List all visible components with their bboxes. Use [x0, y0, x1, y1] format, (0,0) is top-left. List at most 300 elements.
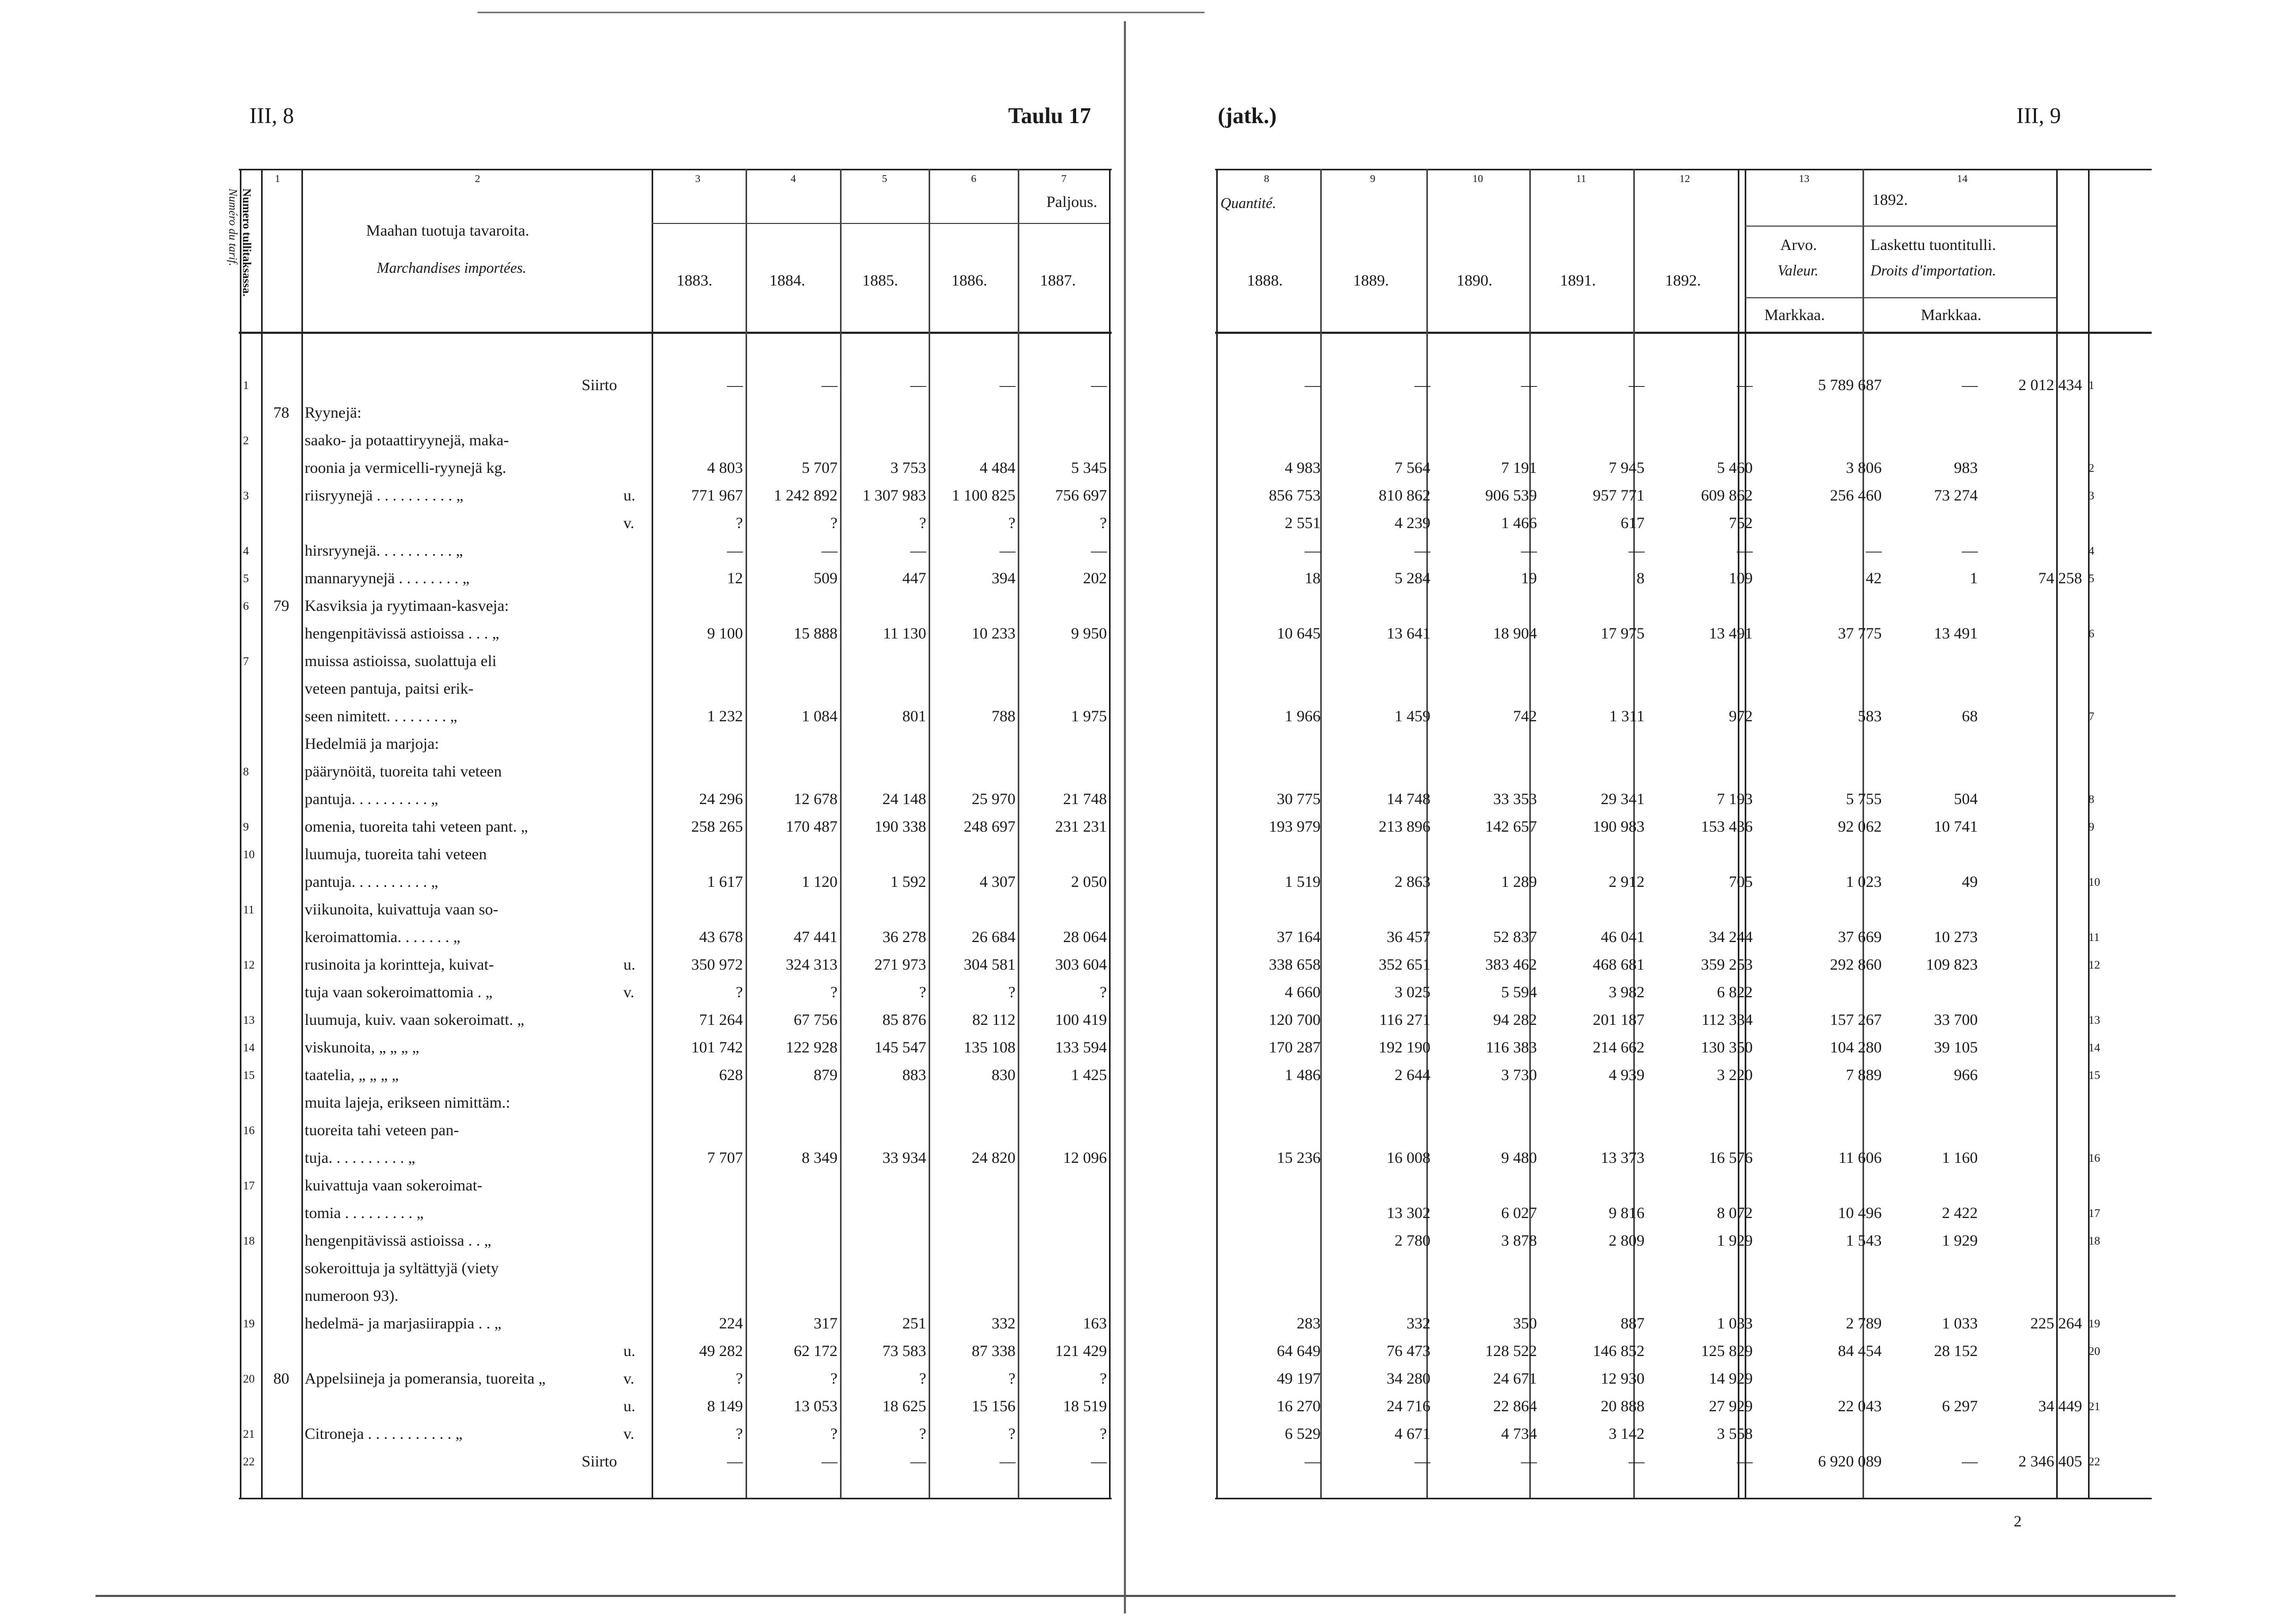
row-number: 2	[243, 434, 249, 447]
table-row	[240, 896, 1110, 923]
quantity-cell: ?	[1099, 983, 1107, 1001]
quantity-cell	[746, 399, 841, 427]
row-number: 8	[2088, 792, 2094, 806]
value-cell	[1763, 730, 1885, 758]
quantity-cell: 36 278	[882, 928, 926, 946]
quantity-cell	[930, 1089, 1019, 1117]
quantity-cell: —	[1521, 376, 1537, 394]
spacer-cell	[1756, 951, 1763, 979]
unit-mark: v.	[623, 1425, 635, 1443]
value-cell: 3 806	[1846, 459, 1882, 477]
quantity-cell	[1434, 675, 1540, 703]
quantity-cell	[1019, 730, 1110, 758]
table-row	[1216, 675, 2118, 703]
arvo-head: Arvo.	[1780, 236, 1817, 254]
quantity-cell: 5 345	[1071, 459, 1107, 477]
quantity-cell: 16 008	[1387, 1149, 1431, 1167]
quantity-cell: 2 809	[1608, 1232, 1645, 1249]
unit-mark	[620, 454, 652, 482]
quantity-cell: 24 820	[972, 1149, 1016, 1167]
duty-total-cell	[1981, 1337, 2085, 1365]
quantity-cell: 76 473	[1387, 1342, 1431, 1360]
table-row	[1216, 1420, 2118, 1448]
value-cell: 7 889	[1846, 1066, 1882, 1084]
row-number: 21	[2088, 1400, 2100, 1413]
unit-mark	[620, 923, 652, 951]
right-page-number: III, 9	[2016, 104, 2061, 128]
quantity-cell: 6 822	[1717, 983, 1753, 1001]
quantity-cell	[652, 896, 746, 923]
goods-description: muita lajeja, erikseen nimittäm.:	[305, 1094, 510, 1111]
duty-cell	[1885, 841, 1981, 868]
quantity-cell: 122 928	[785, 1039, 838, 1056]
left-colnum-6: 6	[971, 173, 976, 185]
right-colnum-13: 13	[1799, 173, 1809, 185]
quantity-cell: 509	[813, 569, 838, 587]
quantity-cell: 24 716	[1387, 1397, 1431, 1415]
quantity-cell	[1648, 1282, 1756, 1310]
quantity-cell: 12 096	[1063, 1149, 1107, 1167]
unit-mark	[620, 1034, 652, 1061]
quantity-cell: 1 466	[1501, 514, 1537, 532]
quantity-cell: 4 307	[980, 873, 1016, 891]
unit-mark	[620, 758, 652, 785]
left-colnum-7: 7	[1061, 173, 1067, 185]
value-cell	[1763, 1255, 1885, 1282]
value-cell	[1763, 399, 1885, 427]
quantity-cell: ?	[735, 1370, 743, 1387]
quantity-cell: 43 678	[699, 928, 743, 946]
droits-head: Droits d'importation.	[1870, 263, 1996, 279]
quantity-cell	[746, 1172, 841, 1199]
quantity-cell: 47 441	[793, 928, 838, 946]
quantity-cell: 14 748	[1387, 790, 1431, 808]
table-row	[240, 510, 1110, 537]
duty-total-cell	[1981, 648, 2085, 675]
quantity-cell: 116 271	[1379, 1011, 1431, 1029]
duty-total-cell	[1981, 1117, 2085, 1144]
quantity-cell: 1 486	[1285, 1066, 1321, 1084]
quantity-cell	[1324, 758, 1434, 785]
table-row	[240, 923, 1110, 951]
row-number: 1	[2088, 378, 2094, 392]
table-row	[1216, 648, 2118, 675]
table-row	[240, 758, 1110, 785]
tariff-number	[261, 1282, 301, 1310]
value-cell: 22 043	[1838, 1397, 1882, 1415]
duty-cell	[1885, 675, 1981, 703]
table-row	[240, 648, 1110, 675]
unit-mark	[620, 1144, 652, 1172]
quantity-cell	[930, 1282, 1019, 1310]
goods-description: Hedelmiä ja marjoja:	[305, 735, 439, 753]
quantity-cell	[1324, 675, 1434, 703]
quantity-cell: 15 156	[972, 1397, 1016, 1415]
quantity-cell	[1216, 1255, 1324, 1282]
table-row	[1216, 923, 2118, 951]
quantity-cell	[841, 675, 929, 703]
spacer-cell	[1756, 813, 1763, 841]
quantity-cell: 3 878	[1501, 1232, 1537, 1249]
spacer-cell	[1756, 1337, 1763, 1365]
table-row	[1216, 372, 2118, 399]
tariff-number	[261, 1034, 301, 1061]
quantity-cell	[841, 1282, 929, 1310]
left-data-table	[240, 372, 1110, 1475]
quantity-cell	[930, 399, 1019, 427]
quantity-cell: 133 594	[1055, 1039, 1107, 1056]
quantity-cell	[1434, 1089, 1540, 1117]
quantity-cell	[652, 1089, 746, 1117]
quantity-cell: 94 282	[1493, 1011, 1537, 1029]
quantity-cell	[652, 758, 746, 785]
right-data-table	[1216, 372, 2118, 1475]
quantity-cell: 146 852	[1592, 1342, 1645, 1360]
duty-total-cell	[1981, 620, 2085, 648]
value-cell: 5 755	[1846, 790, 1882, 808]
quantity-cell: 332	[991, 1315, 1016, 1332]
quantity-cell	[1216, 1199, 1324, 1227]
quantity-cell	[841, 648, 929, 675]
quantity-cell: —	[1628, 376, 1645, 394]
spacer-cell	[1756, 1282, 1763, 1310]
left-table-title: Taulu 17	[1008, 104, 1091, 128]
quantity-cell: 49 197	[1277, 1370, 1321, 1387]
quantity-cell: 8 149	[707, 1397, 743, 1415]
quantity-cell: —	[1737, 542, 1753, 559]
right-colnum-9: 9	[1370, 173, 1375, 185]
quantity-cell: 705	[1729, 873, 1753, 891]
duty-cell: —	[1962, 1453, 1978, 1470]
row-number: 6	[2088, 627, 2094, 640]
quantity-cell: 4 484	[980, 459, 1016, 477]
duty-cell: 1 033	[1942, 1315, 1978, 1332]
table-row	[240, 1282, 1110, 1310]
table-row	[240, 841, 1110, 868]
quantity-cell	[1648, 1117, 1756, 1144]
unit-mark	[620, 1448, 652, 1475]
quantity-cell	[930, 841, 1019, 868]
quantity-cell	[930, 730, 1019, 758]
footer-page-number: 2	[2014, 1513, 2022, 1530]
quantity-cell	[1324, 1282, 1434, 1310]
row-number	[240, 703, 261, 730]
quantity-cell: 170 287	[1269, 1039, 1321, 1056]
row-number	[240, 730, 261, 758]
duty-cell	[1885, 1282, 1981, 1310]
table-row	[1216, 979, 2118, 1006]
tariff-number	[261, 1310, 301, 1337]
table-row	[240, 565, 1110, 592]
table-row	[240, 1310, 1110, 1337]
quantity-cell: —	[1628, 542, 1645, 559]
quantity-cell	[1648, 1255, 1756, 1282]
tariff-number	[261, 841, 301, 868]
right-top-rule	[1215, 169, 2152, 170]
spacer-cell	[1756, 758, 1763, 785]
row-number	[2085, 1365, 2118, 1393]
table-row	[1216, 592, 2118, 620]
quantity-cell: 202	[1083, 569, 1107, 587]
unit-mark	[620, 1172, 652, 1199]
quantity-cell	[746, 1227, 841, 1255]
quantity-cell	[1434, 1255, 1540, 1282]
quantity-cell	[1019, 896, 1110, 923]
duty-cell: 68	[1962, 707, 1978, 725]
duty-total-cell	[1981, 868, 2085, 896]
quantity-cell	[1540, 841, 1648, 868]
quantity-cell: 34 244	[1709, 928, 1753, 946]
row-number: 14	[2088, 1041, 2100, 1054]
quantity-cell: 742	[1513, 707, 1537, 725]
quantity-cell: 1 289	[1501, 873, 1537, 891]
duty-total-cell	[1981, 1420, 2085, 1448]
value-cell	[1763, 1282, 1885, 1310]
tariff-number: 80	[273, 1370, 290, 1387]
quantity-cell: 10 233	[972, 625, 1016, 642]
quantity-cell: ?	[1099, 1370, 1107, 1387]
quantity-cell: ?	[735, 1425, 743, 1443]
duty-total-cell	[1981, 785, 2085, 813]
row-number	[2085, 427, 2118, 454]
quantity-cell: ?	[830, 1370, 838, 1387]
value-cell	[1763, 1420, 1885, 1448]
row-number: 15	[2088, 1068, 2100, 1082]
table-row	[1216, 703, 2118, 730]
duty-cell	[1885, 1117, 1981, 1144]
duty-cell: 504	[1954, 790, 1978, 808]
row-number	[240, 1199, 261, 1227]
tariff-number	[261, 1255, 301, 1282]
value-cell	[1763, 427, 1885, 454]
duty-cell: 1 160	[1942, 1149, 1978, 1167]
table-row	[240, 1034, 1110, 1061]
quantity-cell: ?	[1099, 1425, 1107, 1443]
quantity-cell	[1216, 1282, 1324, 1310]
duty-total-cell	[1981, 1365, 2085, 1393]
duty-cell: 2 422	[1942, 1204, 1978, 1222]
value-cell: 10 496	[1838, 1204, 1882, 1222]
value-cell	[1763, 592, 1885, 620]
table-row	[240, 1420, 1110, 1448]
quantity-cell	[841, 1117, 929, 1144]
row-number	[240, 510, 261, 537]
value-cell: 104 280	[1830, 1039, 1882, 1056]
tariff-number	[261, 648, 301, 675]
goods-description: luumuja, kuiv. vaan sokeroimatt. „	[305, 1011, 524, 1029]
quantity-cell: 145 547	[874, 1039, 926, 1056]
quantity-cell: 3 982	[1608, 983, 1645, 1001]
table-row	[1216, 1172, 2118, 1199]
duty-total-cell	[1981, 1227, 2085, 1255]
table-row	[240, 399, 1110, 427]
quantity-cell	[930, 1255, 1019, 1282]
quantity-cell	[1434, 758, 1540, 785]
goods-description: Ryynejä:	[305, 404, 362, 421]
quantity-cell	[652, 1227, 746, 1255]
quantity-cell: —	[999, 1453, 1016, 1470]
row-number: 8	[243, 765, 249, 778]
row-number: 10	[243, 848, 255, 861]
table-row	[240, 1448, 1110, 1475]
quantity-cell	[841, 427, 929, 454]
row-number	[240, 1089, 261, 1117]
quantity-cell	[1216, 427, 1324, 454]
table-row	[1216, 1310, 2118, 1337]
right-1892-rule	[1745, 226, 2056, 227]
quantity-cell: 214 662	[1592, 1039, 1645, 1056]
quantity-cell: 24 296	[699, 790, 743, 808]
unit-mark	[620, 1282, 652, 1310]
spacer-cell	[1756, 565, 1763, 592]
spacer-cell	[1756, 1448, 1763, 1475]
quantity-cell: 130 350	[1701, 1039, 1753, 1056]
spacer-cell	[1756, 1393, 1763, 1420]
table-row	[1216, 510, 2118, 537]
spacer-cell	[1756, 537, 1763, 565]
quantity-cell	[1019, 758, 1110, 785]
tariff-number	[261, 1227, 301, 1255]
row-number	[2085, 1117, 2118, 1144]
quantity-cell: 1 307 983	[862, 487, 926, 504]
row-number	[2085, 730, 2118, 758]
quantity-cell: 248 697	[964, 818, 1016, 835]
quantity-cell: 73 583	[882, 1342, 926, 1360]
duty-total-cell	[1981, 896, 2085, 923]
quantity-cell	[1434, 896, 1540, 923]
tariff-number	[261, 1006, 301, 1034]
quantity-cell: 85 876	[882, 1011, 926, 1029]
goods-description: taatelia, „ „ „ „	[305, 1066, 399, 1084]
quantity-cell	[1324, 399, 1434, 427]
table-row	[1216, 1448, 2118, 1475]
quantity-cell	[1648, 1172, 1756, 1199]
tariff-number	[261, 620, 301, 648]
quantity-cell: 1 100 825	[951, 487, 1016, 504]
tariff-number	[261, 758, 301, 785]
row-number: 13	[2088, 1013, 2100, 1026]
table-row	[240, 592, 1110, 620]
left-head-rule	[239, 332, 1112, 334]
duty-cell	[1885, 1172, 1981, 1199]
quantity-cell: —	[910, 542, 926, 559]
spacer-cell	[1756, 1199, 1763, 1227]
spacer-cell	[1756, 1061, 1763, 1089]
quantity-cell: 1 966	[1285, 707, 1321, 725]
spacer-cell	[1756, 372, 1763, 399]
duty-cell: —	[1962, 376, 1978, 394]
goods-description: seen nimitett. . . . . . . . „	[305, 707, 457, 725]
quantity-cell	[1216, 1172, 1324, 1199]
quantity-cell	[746, 675, 841, 703]
quantity-cell	[1540, 648, 1648, 675]
table-row	[1216, 813, 2118, 841]
table-row	[240, 1227, 1110, 1255]
left-year-1: 1883.	[677, 272, 713, 289]
tariff-number	[261, 1172, 301, 1199]
row-number: 11	[2088, 930, 2100, 944]
quantity-cell: —	[1628, 1453, 1645, 1470]
table-row	[240, 372, 1110, 399]
duty-cell	[1885, 510, 1981, 537]
quantity-cell: 1 232	[707, 707, 743, 725]
quantity-cell: 224	[719, 1315, 743, 1332]
quantity-cell: —	[1304, 376, 1321, 394]
duty-cell: 1 929	[1942, 1232, 1978, 1249]
left-year-2: 1884.	[769, 272, 805, 289]
unit-mark	[620, 1089, 652, 1117]
row-number: 17	[243, 1179, 255, 1192]
row-number: 16	[243, 1124, 255, 1137]
quantity-cell	[1540, 1255, 1648, 1282]
tariff-number	[261, 675, 301, 703]
row-number	[240, 620, 261, 648]
tariff-number	[261, 703, 301, 730]
quantity-cell	[652, 841, 746, 868]
quantity-cell: 12 930	[1600, 1370, 1645, 1387]
row-number	[240, 399, 261, 427]
table-row	[1216, 841, 2118, 868]
quantity-cell: 6 529	[1285, 1425, 1321, 1443]
duty-total-cell	[1981, 399, 2085, 427]
row-number: 3	[243, 489, 249, 502]
quantity-cell	[930, 896, 1019, 923]
right-year-5: 1892.	[1665, 272, 1701, 289]
unit-mark	[620, 648, 652, 675]
quantity-cell: 100 419	[1055, 1011, 1107, 1029]
tariff-number	[261, 1337, 301, 1365]
value-cell	[1763, 510, 1885, 537]
quantity-cell	[841, 592, 929, 620]
quantity-cell: 17 975	[1600, 625, 1645, 642]
duty-total-cell	[1981, 923, 2085, 951]
quantity-cell: —	[821, 1453, 838, 1470]
tariff-head-fi: Numero tullitaksassa.	[240, 188, 254, 297]
quantity-cell: ?	[1099, 514, 1107, 532]
tariff-number	[261, 482, 301, 510]
row-number: 10	[2088, 875, 2100, 888]
quantity-cell: 359 253	[1701, 956, 1753, 973]
table-row	[1216, 1282, 2118, 1310]
quantity-cell	[841, 1089, 929, 1117]
quantity-cell: ?	[735, 514, 743, 532]
quantity-cell: 201 187	[1592, 1011, 1645, 1029]
spacer-cell	[1756, 896, 1763, 923]
duty-cell: 966	[1954, 1066, 1978, 1084]
unit-mark	[620, 372, 652, 399]
unit-mark	[620, 592, 652, 620]
duty-total-cell	[1981, 675, 2085, 703]
unit-mark: u.	[623, 487, 636, 504]
quantity-cell: 19	[1521, 569, 1537, 587]
quantity-cell: ?	[830, 1425, 838, 1443]
quantity-cell: 1 592	[890, 873, 926, 891]
right-year-2: 1889.	[1353, 272, 1389, 289]
table-row	[1216, 1117, 2118, 1144]
left-page	[0, 0, 1125, 1623]
goods-description: riisryynejä . . . . . . . . . . „	[305, 487, 464, 504]
quantity-cell: 12 678	[793, 790, 838, 808]
row-number: 12	[2088, 958, 2100, 971]
table-row	[1216, 620, 2118, 648]
quantity-cell: 271 973	[874, 956, 926, 973]
quantity-cell: 2 551	[1285, 514, 1321, 532]
value-cell	[1763, 675, 1885, 703]
right-colnum-10: 10	[1472, 173, 1483, 185]
table-row	[240, 785, 1110, 813]
quantity-cell	[1434, 1172, 1540, 1199]
table-row	[1216, 1034, 2118, 1061]
